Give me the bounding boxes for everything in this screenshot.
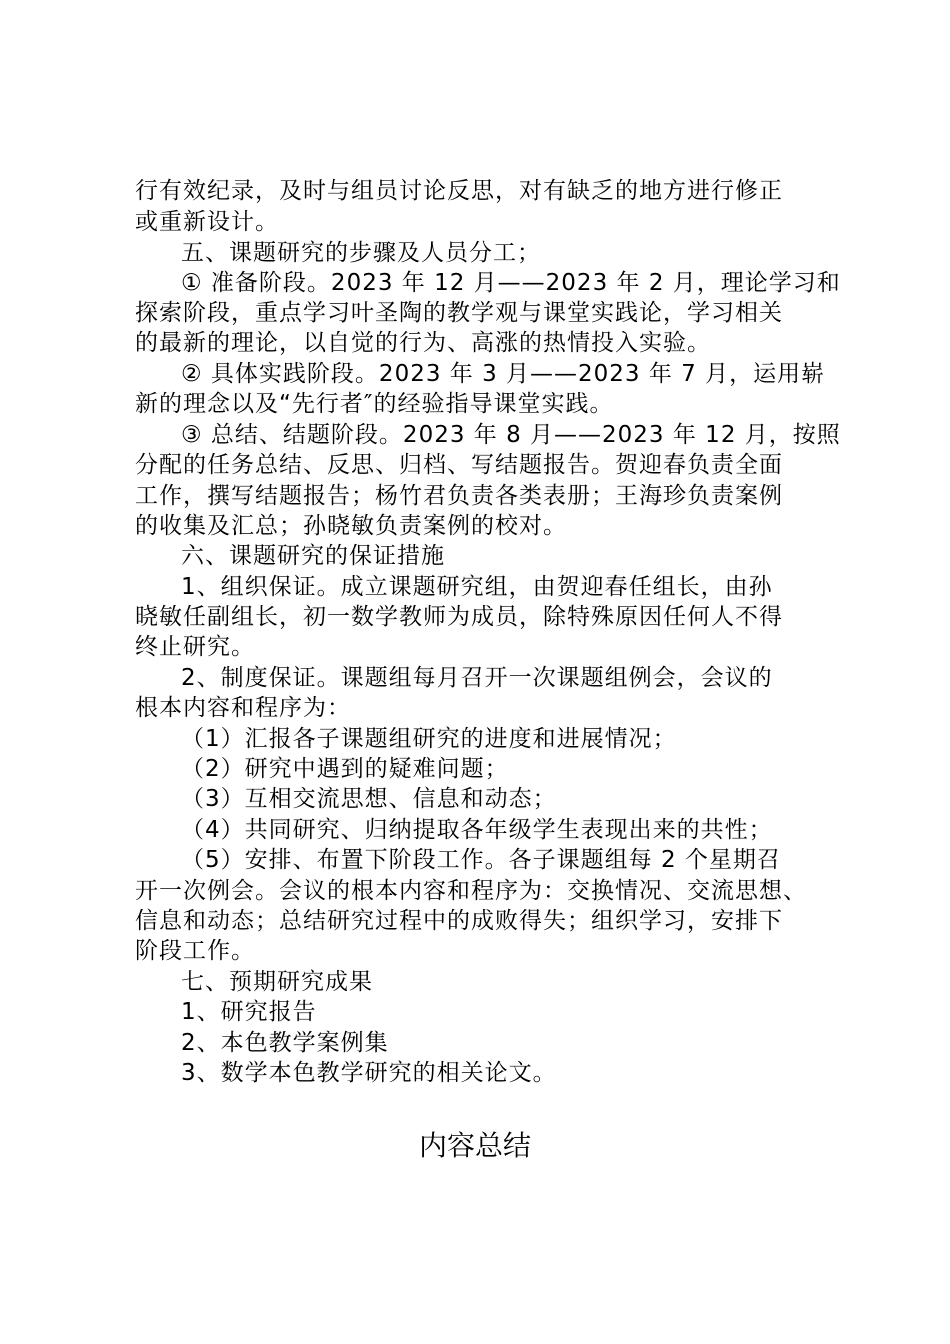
paragraph-line: 根本内容和程序为：	[135, 695, 351, 721]
paragraph-line: ② 具体实践阶段。2023 年 3 月——2023 年 7 月，运用崭	[181, 361, 826, 387]
paragraph-line: 信息和动态；总结研究过程中的成败得失；组织学习，安排下	[135, 908, 783, 934]
paragraph-line: 1、组织保证。成立课题研究组，由贺迎春任组长，由孙	[181, 574, 773, 600]
section-heading: 六、课题研究的保证措施	[181, 543, 445, 569]
list-item: （2）研究中遇到的疑难问题；	[181, 756, 509, 782]
list-item: （1）汇报各子课题组研究的进度和进展情况；	[181, 726, 677, 752]
summary-title: 内容总结	[418, 1129, 531, 1162]
list-item: 1、研究报告	[181, 999, 317, 1025]
list-item: （3）互相交流思想、信息和动态；	[181, 786, 557, 812]
list-item: 3、数学本色教学研究的相关论文。	[181, 1060, 557, 1086]
paragraph-line: 终止研究。	[135, 634, 255, 660]
paragraph-line: 工作，撰写结题报告；杨竹君负责各类表册；王海珍负责案例	[135, 483, 783, 509]
paragraph-line: 的收集及汇总；孙晓敏负责案例的校对。	[135, 513, 567, 539]
paragraph-line: 或重新设计。	[135, 209, 279, 235]
paragraph-line: 开一次例会。会议的根本内容和程序为：交换情况、交流思想、	[135, 878, 807, 904]
list-item: （4）共同研究、归纳提取各年级学生表现出来的共性；	[181, 817, 773, 843]
paragraph-line: 的最新的理论，以自觉的行为、高涨的热情投入实验。	[135, 330, 711, 356]
list-item: 2、本色教学案例集	[181, 1030, 389, 1056]
paragraph-line: 探索阶段，重点学习叶圣陶的教学观与课堂实践论，学习相关	[135, 300, 783, 326]
paragraph-line: 阶段工作。	[135, 938, 255, 964]
section-heading: 五、课题研究的步骤及人员分工；	[181, 240, 541, 266]
paragraph-line: 分配的任务总结、反思、归档、写结题报告。贺迎春负责全面	[135, 452, 783, 478]
paragraph-line: 2、制度保证。课题组每月召开一次课题组例会，会议的	[181, 665, 773, 691]
paragraph-line: 新的理念以及“先行者″的经验指导课堂实践。	[135, 391, 614, 417]
paragraph-line: 行有效纪录，及时与组员讨论反思，对有缺乏的地方进行修正	[135, 178, 783, 204]
paragraph-line: ① 准备阶段。2023 年 12 月——2023 年 2 月，理论学习和	[181, 270, 841, 296]
paragraph-line: 晓敏任副组长，初一数学教师为成员，除特殊原因任何人不得	[135, 604, 783, 630]
list-item: （5）安排、布置下阶段工作。各子课题组每 2 个星期召	[181, 847, 781, 873]
paragraph-line: ③ 总结、结题阶段。2023 年 8 月——2023 年 12 月，按照	[181, 422, 841, 448]
section-heading: 七、预期研究成果	[181, 969, 373, 995]
